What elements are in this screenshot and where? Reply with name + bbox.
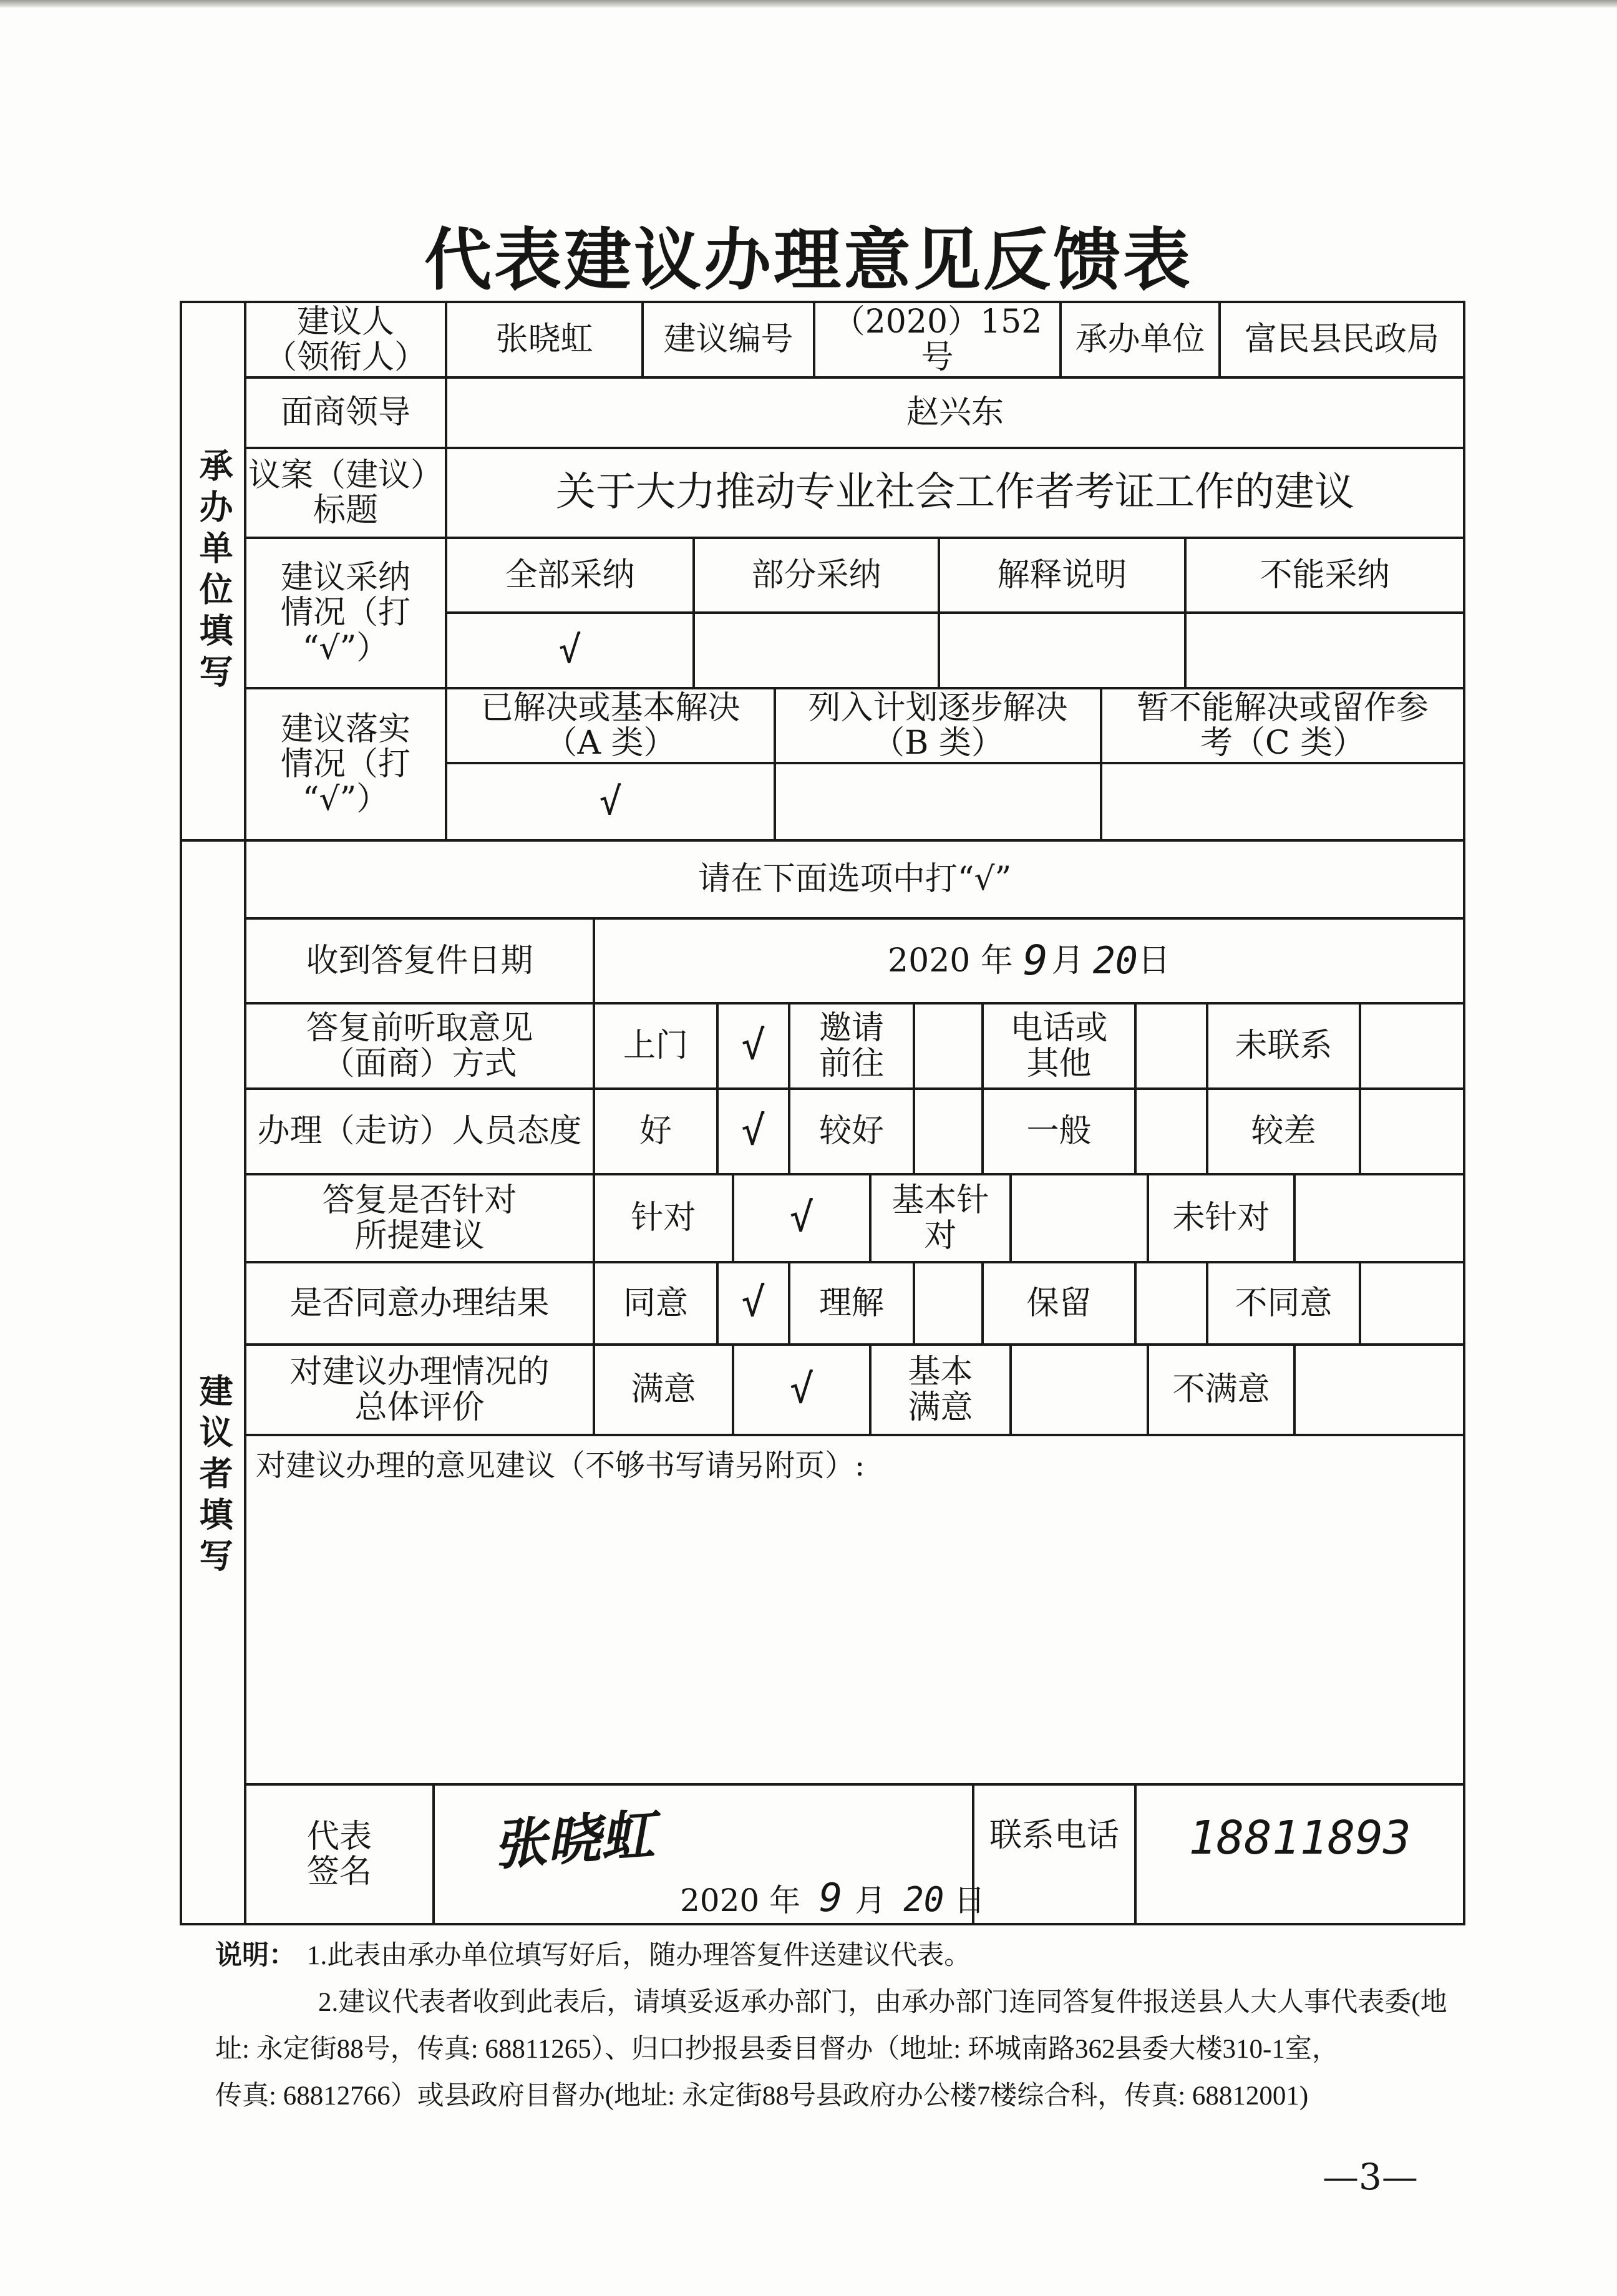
evaluation-label — [245, 1345, 594, 1435]
attitude-mark-average[interactable] — [1135, 1089, 1207, 1174]
phone-value[interactable]: 18811893 — [1188, 1811, 1411, 1865]
impl-option-c — [1101, 688, 1464, 763]
received-date-year: 2020 年 — [888, 941, 1013, 980]
impl-option-c-line1: 暂不能解决或留作参 — [1136, 689, 1429, 727]
agree-option-agree: 同意 — [623, 1284, 688, 1322]
consult-option-phone — [983, 1003, 1135, 1089]
impl-mark-b[interactable] — [775, 763, 1101, 840]
adoption-option-explain: 解释说明 — [997, 556, 1127, 594]
consult-method-label — [245, 1003, 594, 1089]
consult-mark-invite[interactable] — [914, 1003, 983, 1089]
consult-option-none: 未联系 — [1235, 1027, 1333, 1065]
unit-value[interactable]: 富民县民政局 — [1244, 321, 1439, 359]
evaluation-label-line1: 对建议办理情况的 — [289, 1353, 550, 1391]
proposer-label-line2: （领衔人） — [264, 338, 427, 376]
sign-date-day: 20 — [903, 1880, 944, 1919]
number-value[interactable]: （2020）152 号 — [832, 303, 1042, 376]
impl-option-a-line1: 已解决或基本解决 — [480, 689, 741, 727]
adoption-option-partial: 部分采纳 — [751, 556, 881, 594]
adoption-option-full: 全部采纳 — [505, 556, 635, 594]
attitude-mark-good[interactable]: √ — [741, 1107, 765, 1154]
impl-label-line2: 情况（打 — [280, 745, 410, 783]
impl-label — [245, 688, 446, 840]
consult-mark-none[interactable] — [1360, 1003, 1464, 1089]
consult-option-invite-line1: 邀请 — [818, 1009, 884, 1048]
impl-option-c-line2: 考（C 类） — [1200, 724, 1366, 762]
sign-date-month-unit: 月 — [855, 1882, 886, 1919]
opinion-textarea[interactable] — [250, 1485, 1460, 1778]
section-label-rep — [183, 840, 245, 1924]
received-date-month-unit: 月 — [1051, 941, 1084, 980]
relevance-option-mostly — [870, 1174, 1011, 1262]
impl-mark-a[interactable]: √ — [599, 779, 622, 824]
unit-label: 承办单位 — [1075, 321, 1205, 359]
adoption-label-line1: 建议采纳 — [280, 559, 410, 597]
sign-date-day-unit: 日 — [954, 1882, 986, 1919]
phone-label: 联系电话 — [989, 1816, 1119, 1854]
evaluation-mark-unsatisfied[interactable] — [1294, 1345, 1464, 1435]
attitude-option-fair: 较好 — [818, 1112, 884, 1150]
consult-option-invite — [789, 1003, 914, 1089]
sign-date[interactable] — [680, 1875, 985, 1920]
relevance-option-mostly-line2: 对 — [924, 1217, 957, 1255]
consult-mark-phone[interactable] — [1135, 1003, 1207, 1089]
relevance-mark-no[interactable] — [1294, 1174, 1464, 1262]
relevance-option-no: 未针对 — [1172, 1199, 1270, 1237]
attitude-mark-poor[interactable] — [1360, 1089, 1464, 1174]
sign-label-line1: 代表 — [306, 1817, 372, 1856]
received-date-month: 9 — [1022, 936, 1048, 985]
adoption-mark-full[interactable]: √ — [558, 628, 581, 673]
agree-mark-agree[interactable]: √ — [741, 1280, 765, 1326]
leader-label: 面商领导 — [280, 394, 410, 432]
evaluation-mark-mostly[interactable] — [1011, 1345, 1148, 1435]
consult-option-phone-line2: 其他 — [1026, 1044, 1092, 1082]
proposer-value[interactable]: 张晓虹 — [495, 321, 593, 359]
received-date-day-unit: 日 — [1137, 941, 1170, 980]
notes-item1-text: 1.此表由承办单位填写好后，随办理答复件送建议代表。 — [307, 1941, 971, 1970]
relevance-label-line2: 所提建议 — [354, 1217, 485, 1255]
agree-mark-reserve[interactable] — [1135, 1262, 1207, 1345]
signature[interactable]: 张晓虹 — [491, 1804, 656, 1877]
consult-option-visit: 上门 — [623, 1027, 688, 1065]
attitude-label: 办理（走访）人员态度 — [257, 1112, 582, 1150]
subject-value[interactable]: 关于大力推动专业社会工作者考证工作的建议 — [556, 469, 1354, 516]
impl-option-b — [775, 688, 1101, 763]
notes-heading: 说明： — [215, 1941, 296, 1970]
adoption-label — [245, 538, 446, 688]
agree-label: 是否同意办理结果 — [289, 1284, 550, 1322]
notes-item2-line3: 传真: 68812766）或县政府目督办(地址: 永定街88号县政府办公楼7楼综合科，传真: 68812001) — [215, 2081, 1309, 2111]
adoption-mark-reject[interactable] — [1185, 613, 1464, 688]
section-rep-text: 建议者填写 — [194, 1373, 235, 1579]
opinion-label: 对建议办理的意见建议（不够书写请另附页）: — [256, 1448, 865, 1483]
evaluation-label-line2: 总体评价 — [354, 1388, 485, 1426]
attitude-option-poor: 较差 — [1251, 1112, 1316, 1150]
consult-mark-visit[interactable]: √ — [741, 1022, 765, 1069]
section-label-org — [183, 302, 245, 840]
number-label: 建议编号 — [663, 321, 794, 359]
notes-item2-line1: 2.建议代表者收到此表后，请填妥返承办部门，由承办部门连同答复件报送县人大人事代表委(地 — [318, 1988, 1447, 2017]
agree-mark-understand[interactable] — [914, 1262, 983, 1345]
sign-label — [245, 1784, 434, 1924]
impl-option-b-line2: （B 类） — [872, 724, 1004, 762]
attitude-option-average: 一般 — [1026, 1112, 1092, 1150]
proposer-label-line1: 建议人 — [296, 303, 394, 341]
notes-item1 — [215, 1934, 971, 1972]
sign-date-year: 2020 年 — [680, 1882, 801, 1919]
impl-option-a-line2: （A 类） — [545, 724, 676, 762]
impl-mark-c[interactable] — [1101, 763, 1464, 840]
adoption-option-reject: 不能采纳 — [1260, 556, 1390, 594]
attitude-mark-fair[interactable] — [914, 1089, 983, 1174]
attitude-option-good: 好 — [639, 1112, 672, 1150]
proposer-label — [245, 302, 446, 377]
section-org-text: 承办单位填写 — [194, 447, 235, 695]
form-title: 代表建议办理意见反馈表 — [424, 221, 1193, 299]
subject-label-line2: 标题 — [313, 492, 378, 529]
adoption-mark-partial[interactable] — [694, 613, 939, 688]
consult-method-label-line1: 答复前听取意见 — [306, 1009, 533, 1048]
evaluation-mark-satisfied[interactable]: √ — [789, 1366, 814, 1413]
evaluation-option-mostly-line2: 满意 — [908, 1388, 973, 1426]
page-number: —3— — [1323, 2156, 1418, 2198]
impl-label-line3: “√”） — [302, 781, 389, 819]
relevance-option-mostly-line1: 基本针 — [891, 1182, 989, 1220]
relevance-label — [245, 1174, 594, 1262]
leader-value[interactable]: 赵兴东 — [906, 394, 1004, 432]
notes-item2-line2: 址: 永定街88号，传真: 68811265）、归口抄报县委目督办（地址: 环城南路362县委大楼310-1室， — [215, 2035, 1339, 2064]
impl-option-a — [446, 688, 775, 763]
consult-option-phone-line1: 电话或 — [1010, 1009, 1108, 1048]
subject-label-line1: 议案（建议） — [248, 456, 443, 494]
impl-label-line1: 建议落实 — [280, 710, 410, 748]
agree-option-understand: 理解 — [818, 1284, 884, 1322]
sign-date-month: 9 — [819, 1875, 843, 1920]
relevance-mark-yes[interactable]: √ — [789, 1194, 814, 1241]
evaluation-option-mostly-line1: 基本 — [908, 1353, 973, 1391]
rep-instruction: 请在下面选项中打“√” — [697, 860, 1012, 898]
subject-label — [245, 448, 446, 538]
received-date-day: 20 — [1092, 938, 1138, 983]
consult-option-invite-line2: 前往 — [818, 1044, 884, 1082]
received-date-label: 收到答复件日期 — [306, 941, 533, 980]
relevance-option-yes: 针对 — [631, 1199, 696, 1237]
received-date-value[interactable] — [594, 918, 1464, 1003]
agree-option-reserve: 保留 — [1026, 1284, 1092, 1322]
adoption-mark-explain[interactable] — [939, 613, 1185, 688]
relevance-label-line1: 答复是否针对 — [322, 1182, 517, 1220]
consult-method-label-line2: （面商）方式 — [322, 1044, 517, 1082]
impl-option-b-line1: 列入计划逐步解决 — [808, 689, 1068, 727]
evaluation-option-unsatisfied: 不满意 — [1172, 1371, 1270, 1409]
adoption-label-line3: “√”） — [302, 629, 389, 667]
agree-mark-disagree[interactable] — [1360, 1262, 1464, 1345]
relevance-mark-mostly[interactable] — [1011, 1174, 1148, 1262]
agree-option-disagree: 不同意 — [1235, 1284, 1333, 1322]
evaluation-option-mostly — [870, 1345, 1011, 1435]
adoption-label-line2: 情况（打 — [280, 594, 410, 632]
sign-label-line2: 签名 — [306, 1853, 372, 1890]
evaluation-option-satisfied: 满意 — [631, 1371, 696, 1409]
